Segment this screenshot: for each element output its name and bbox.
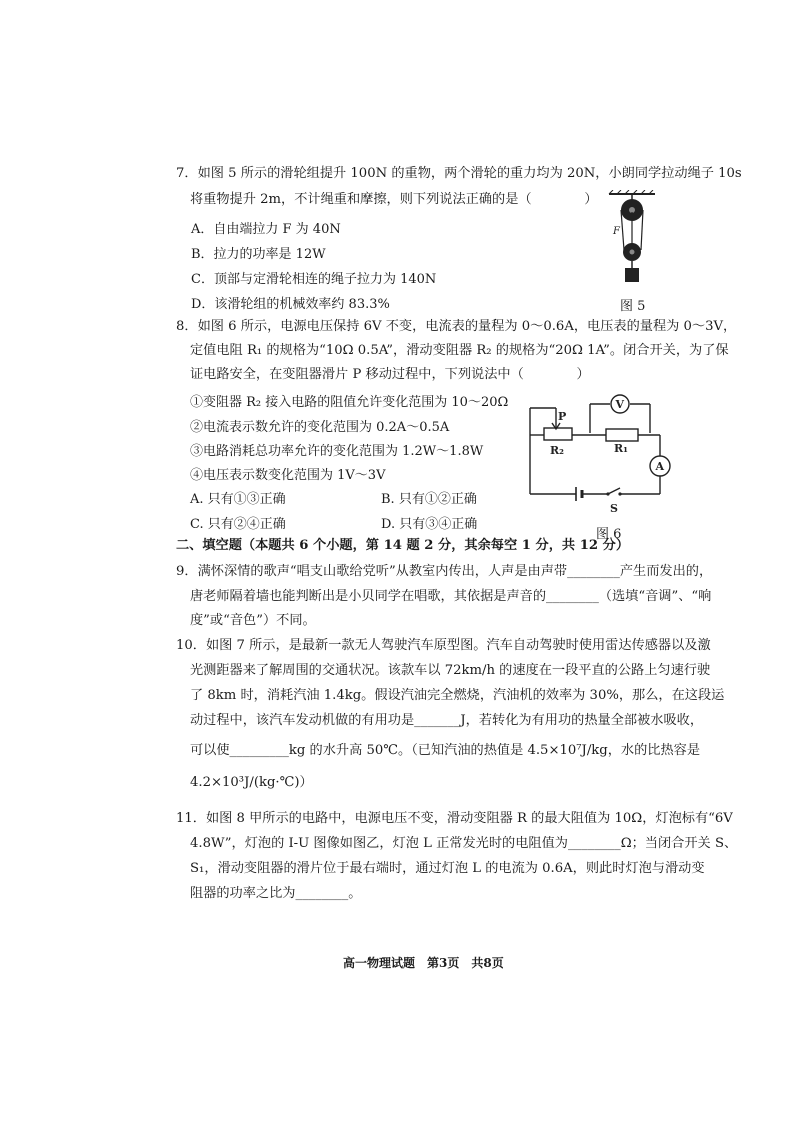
q10-line-2: 光测距器来了解周围的交通状况。该款车以 72km/h 的速度在一段平直的公路上匀速行驶 [190,663,711,678]
q10-line-5: 可以使_________kg 的水升高 50℃。（已知汽油的热值是 4.5×10⁷J/kg，水的比热容是 [190,743,701,758]
switch-label: S [610,502,618,515]
q8-line-1: 8．如图 6 所示，电源电压保持 6V 不变，电流表的量程为 0～0.6A，电压表的量程为 0～3V， [176,319,737,334]
q7-line-2: 将重物提升 2m，不计绳重和摩擦，则下列说法正确的是（ ） [190,192,598,207]
q9-line-2: 唐老师隔着墙也能判断出是小贝同学在唱歌，其依据是声音的________（选填“音调”、“响 [190,589,712,604]
q8-statement-3: ③电路消耗总功率允许的变化范围为 1.2W～1.8W [190,444,484,459]
q7-line-1: 7．如图 5 所示的滑轮组提升 100N 的重物，两个滑轮的重力均为 20N，小朗同学拉动绳子 10s [176,166,742,181]
figure-5-label: 图 5 [620,299,646,314]
q8-option-d: D. 只有③④正确 [381,517,478,532]
q10-line-6: 4.2×10³J/(kg·℃)） [190,775,313,790]
q9-line-3: 度”或“音色”）不同。 [190,613,316,628]
q8-statement-2: ②电流表示数允许的变化范围为 0.2A～0.5A [190,420,450,435]
q11-line-2: 4.8W”，灯泡的 I-U 图像如图乙，灯泡 L 正常发光时的电阻值为________Ω；当闭合开关 S、 [190,836,738,851]
q7-option-d: D．该滑轮组的机械效率约 83.3% [191,297,390,312]
q7-option-c: C．顶部与定滑轮相连的绳子拉力为 140N [191,272,437,287]
slider-label: P [558,410,567,423]
q11-line-3: S₁，滑动变阻器的滑片位于最右端时，通过灯泡 L 的电流为 0.6A，则此时灯泡与滑动变 [190,861,705,876]
q8-statement-4: ④电压表示数变化范围为 1V～3V [190,468,386,483]
q8-option-c: C. 只有②④正确 [190,517,286,532]
q8-option-a: A. 只有①③正确 [190,492,286,507]
section-2-heading: 二、填空题（本题共 6 个小题，第 14 题 2 分，其余每空 1 分，共 12 分） [176,538,630,553]
q7-option-b: B．拉力的功率是 12W [191,247,326,262]
q8-line-2: 定值电阻 R₁ 的规格为“10Ω 0.5A”，滑动变阻器 R₂ 的规格为“20Ω 1A”。闭合开关，为了保 [190,343,729,358]
q10-line-4: 动过程中，该汽车发动机做的有用功是_______J，若转化为有用功的热量全部被水吸收， [190,713,704,728]
r1-label: R₁ [614,442,628,455]
r2-label: R₂ [550,444,564,457]
q10-line-3: 了 8km 时，消耗汽油 1.4kg。假设汽油完全燃烧，汽油机的效率为 30%，那么，在这段运 [190,688,725,703]
q11-line-4: 阻器的功率之比为________。 [190,886,362,901]
page-footer: 高一物理试题 第3页 共8页 [343,956,504,970]
q8-option-b: B. 只有①②正确 [381,492,477,507]
q8-statement-1: ①变阻器 R₂ 接入电路的阻值允许变化范围为 10～20Ω [190,395,509,410]
q7-option-a: A．自由端拉力 F 为 40N [191,222,341,237]
q10-line-1: 10．如图 7 所示，是最新一款无人驾驶汽车原型图。汽车自动驾驶时使用雷达传感器以及激 [176,638,711,653]
voltmeter-label: V [615,398,625,411]
q11-line-1: 11．如图 8 甲所示的电路中，电源电压不变，滑动变阻器 R 的最大阻值为 10Ω，灯泡标有“6V [176,811,733,826]
pulley-system-figure [605,190,665,288]
q9-line-1: 9．满怀深情的歌声“唱支山歌给党听”从教室内传出，人声是由声带________产生而发出的， [176,564,713,579]
q8-line-3: 证电路安全，在变阻器滑片 P 移动过程中，下列说法中（ ） [190,367,590,382]
force-label: F [613,226,620,237]
circuit-figure [520,388,680,518]
ammeter-label: A [655,460,665,473]
figure-6-label: 图 6 [596,527,622,542]
